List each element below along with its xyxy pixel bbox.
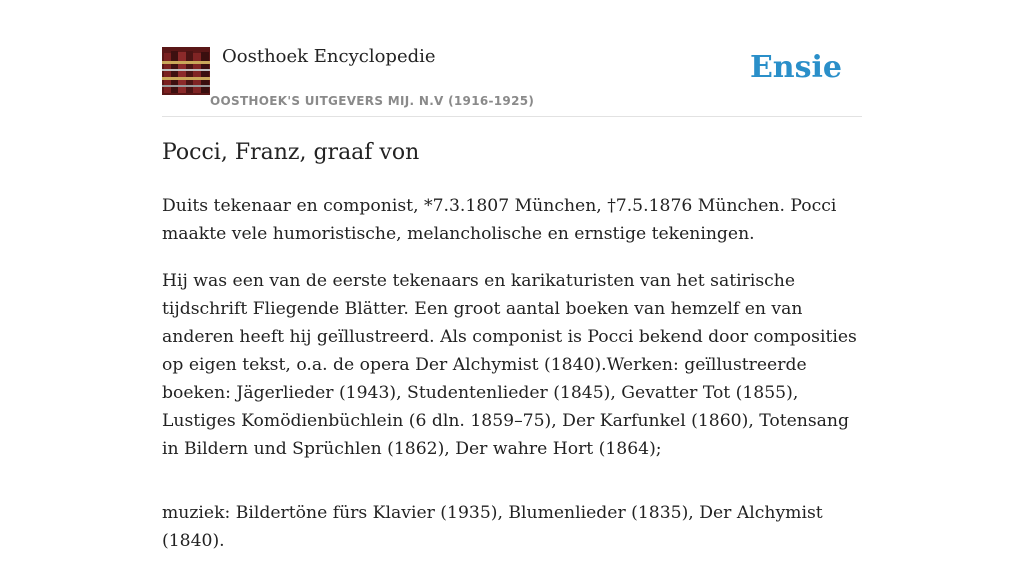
paragraph: muziek: Bildertöne fürs Klavier (1935), Blumenlieder (1835), Der Alchymist (1840). bbox=[162, 503, 823, 551]
source-header bbox=[162, 46, 862, 117]
brand-logo[interactable]: Ensie bbox=[749, 50, 842, 85]
paragraph: Hij was een van de eerste tekenaars en karikaturisten van het satirische tijdschrift Fliegende Blätter. Een groot aantal boeken van hemzelf en van anderen heeft hij geïllustreerd. Als componist is Pocci bekend door composities op eigen tekst, o.a. de opera Der Alchymist (1840).Werken: geïllustreerde boeken: Jägerlieder (1943), Studentenlieder (1845), Gevatter Tot (1855), Lustiges Komödienbüchlein (6 dln. 1859–75), Der Karfunkel (1860), Totensang in Bildern und Sprüchlen (1862), Der wahre Hort (1864); bbox=[162, 271, 857, 459]
article-body bbox=[162, 192, 862, 574]
publisher-label: OOSTHOEK'S UITGEVERS MIJ. N.V (1916-1925) bbox=[210, 94, 535, 108]
book-spines-icon[interactable] bbox=[162, 47, 210, 95]
source-name[interactable]: Oosthoek Encyclopedie bbox=[222, 46, 436, 67]
article-title: Pocci, Franz, graaf von bbox=[162, 140, 420, 165]
paragraph: Duits tekenaar en componist, *7.3.1807 München, †7.5.1876 München. Pocci maakte vele humoristische, melancholische en ernstige tekeningen. bbox=[162, 196, 837, 244]
